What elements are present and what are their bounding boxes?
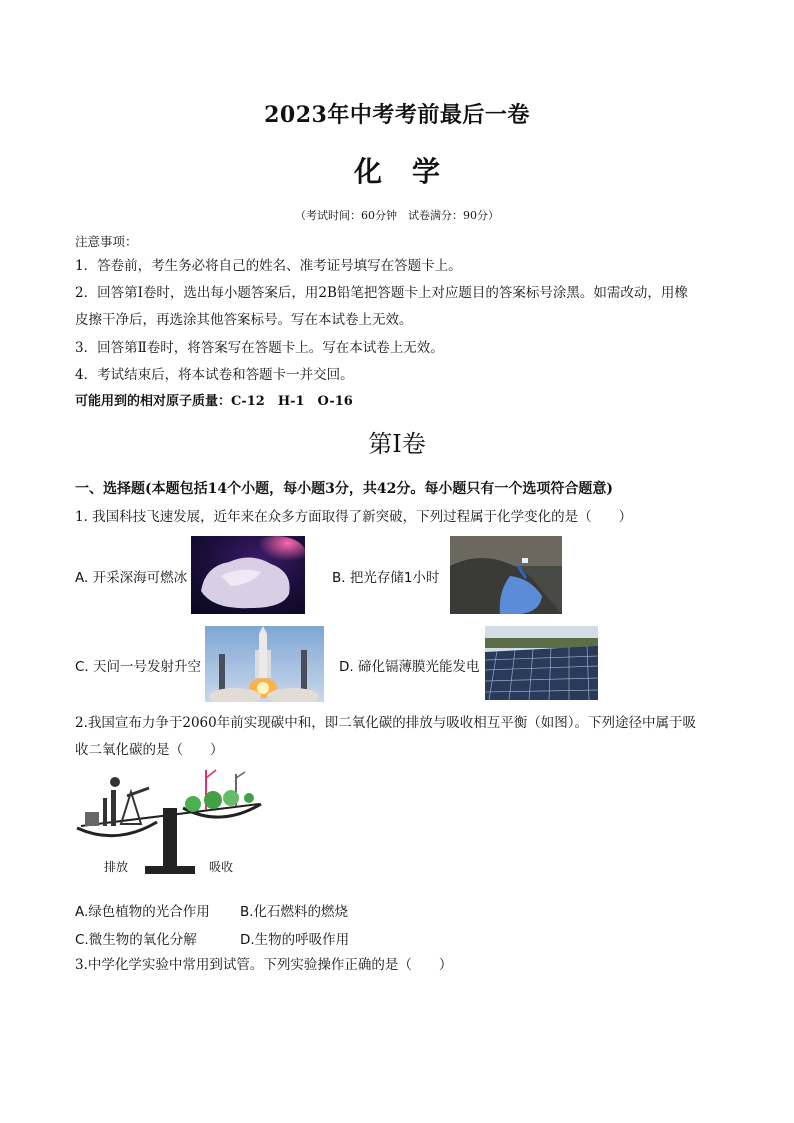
q2-option-b: B.化石燃料的燃烧	[240, 904, 349, 920]
atomic-mass: 可能用到的相对原子质量：C-12 H-1 O-16	[75, 394, 353, 409]
notice-item-3: 3．回答第Ⅱ卷时，将答案写在答题卡上。写在本试卷上无效。	[75, 340, 444, 356]
q1-option-d: D. 碲化镉薄膜光能发电	[339, 659, 480, 675]
exam-info: （考试时间：60分钟 试卷满分：90分）	[295, 209, 499, 222]
notice-item-2-cont: 皮擦干净后，再选涂其他答案标号。写在本试卷上无效。	[75, 312, 413, 328]
q1-option-c: C. 天问一号发射升空	[75, 659, 202, 675]
q1-option-a: A. 开采深海可燃冰	[75, 570, 188, 586]
q2-option-c: C.微生物的氧化分解	[75, 932, 197, 948]
q2-stem-line2: 收二氧化碳的是（ ）	[75, 742, 224, 758]
q2-option-d: D.生物的呼吸作用	[240, 932, 350, 948]
emit-label: 排放	[104, 860, 129, 874]
absorb-label: 吸收	[209, 860, 234, 874]
flammable-ice-photo	[191, 536, 305, 614]
section-title: 一、选择题(本题包括14个小题，每小题3分，共42分。每小题只有一个选项符合题意)	[75, 481, 613, 497]
notice-item-1: 1．答卷前，考生务必将自己的姓名、准考证号填写在答题卡上。	[75, 258, 462, 274]
rocket-launch-photo	[205, 626, 324, 702]
q2-stem-line1: 2.我国宣布力争于2060年前实现碳中和，即二氧化碳的排放与吸收相互平衡（如图）。下列途径中属于吸	[75, 715, 696, 731]
q3-stem: 3.中学化学实验中常用到试管。下列实验操作正确的是（ ）	[75, 957, 453, 973]
part-title: 第Ⅰ卷	[368, 430, 426, 458]
subject-title: 化学	[353, 155, 470, 188]
notice-item-4: 4．考试结束后，将本试卷和答题卡一并交回。	[75, 367, 354, 383]
q2-option-a: A.绿色植物的光合作用	[75, 904, 210, 920]
q1-stem: 1. 我国科技飞速发展，近年来在众多方面取得了新突破，下列过程属于化学变化的是（ ）	[75, 509, 633, 525]
exam-title: 2023年中考考前最后一卷	[264, 102, 530, 128]
light-storage-photo	[450, 536, 562, 614]
notice-heading: 注意事项：	[75, 234, 138, 249]
q1-option-b: B. 把光存储1小时	[332, 570, 440, 586]
notice-item-2: 2．回答第Ⅰ卷时，选出每小题答案后，用2B铅笔把答题卡上对应题目的答案标号涂黑。如需改动，用橡	[75, 285, 688, 301]
solar-panel-photo	[485, 626, 598, 700]
